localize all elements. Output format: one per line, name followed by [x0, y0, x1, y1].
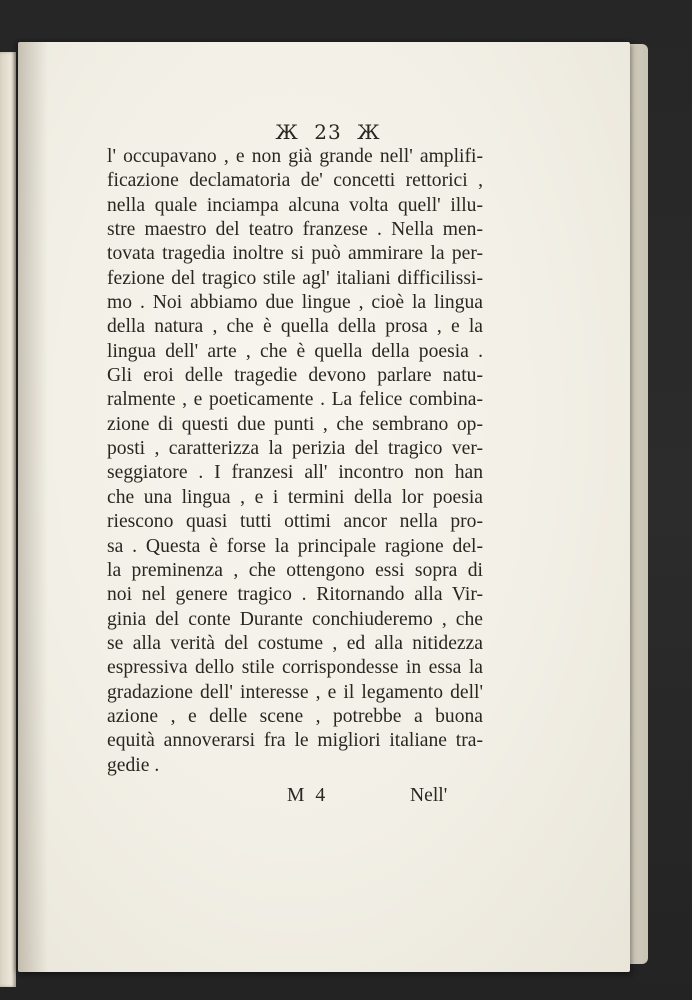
text-line: ginia del conte Durante conchiuderemo , che — [107, 608, 483, 630]
signature-mark: M 4 — [287, 785, 329, 806]
page-header — [18, 120, 630, 144]
text-line: gedie . — [107, 754, 160, 776]
book-page — [18, 42, 630, 972]
text-line: gradazione dell' interesse , e il legamento dell' — [107, 681, 483, 703]
text-line: se alla verità del costume , ed alla nitidezza — [107, 632, 483, 654]
text-line: che una lingua , e i termini della lor poesia — [107, 486, 483, 508]
text-line: mo . Noi abbiamo due lingue , cioè la lingua — [107, 292, 483, 314]
text-line: riescono quasi tutti ottimi ancor nella pro- — [107, 511, 483, 533]
text-line: sa . Questa è forse la principale ragione del- — [107, 535, 483, 557]
text-line: della natura , che è quella della prosa , e la — [107, 316, 483, 338]
text-line: l' occupavano , e non già grande nell' amplifi- — [107, 146, 483, 167]
text-line: noi nel genere tragico . Ritornando alla Vir- — [107, 584, 483, 606]
text-line: azione , e delle scene , potrebbe a buona — [107, 705, 483, 727]
catchword: Nell' — [410, 785, 448, 806]
text-line: posti , caratterizza la perizia del tragico ver- — [107, 438, 483, 460]
gutter-shadow — [18, 42, 48, 972]
text-line: ficazione declamatoria de' concetti rettorici , — [107, 170, 483, 192]
facing-page-edge — [0, 52, 16, 987]
text-line: fezione del tragico stile agl' italiani difficilissi- — [107, 267, 483, 289]
body-text — [107, 145, 483, 778]
header-ornament-right: Ж — [357, 120, 381, 144]
text-line: nella quale inciampa alcuna volta quell' illu- — [107, 194, 483, 216]
text-line: zione di questi due punti , che sembrano op- — [107, 413, 483, 435]
header-ornament-left: Ж — [275, 120, 299, 144]
text-line: lingua dell' arte , che è quella della poesia . — [107, 340, 483, 362]
text-line: seggiatore . I franzesi all' incontro non han — [107, 462, 483, 484]
page-number: 23 — [314, 120, 342, 144]
text-line: Gli eroi delle tragedie devono parlare natu- — [107, 365, 483, 387]
text-line: la preminenza , che ottengono essi sopra di — [107, 559, 483, 581]
text-line: stre maestro del teatro franzese . Nella men- — [107, 219, 483, 241]
text-line: equità annoverarsi fra le migliori italiane tra- — [107, 730, 483, 752]
text-line: ralmente , e poeticamente . La felice combina- — [107, 389, 483, 411]
text-line: tovata tragedia inoltre si può ammirare la per- — [107, 243, 483, 265]
text-line: espressiva dello stile corrispondesse in essa la — [107, 657, 483, 679]
